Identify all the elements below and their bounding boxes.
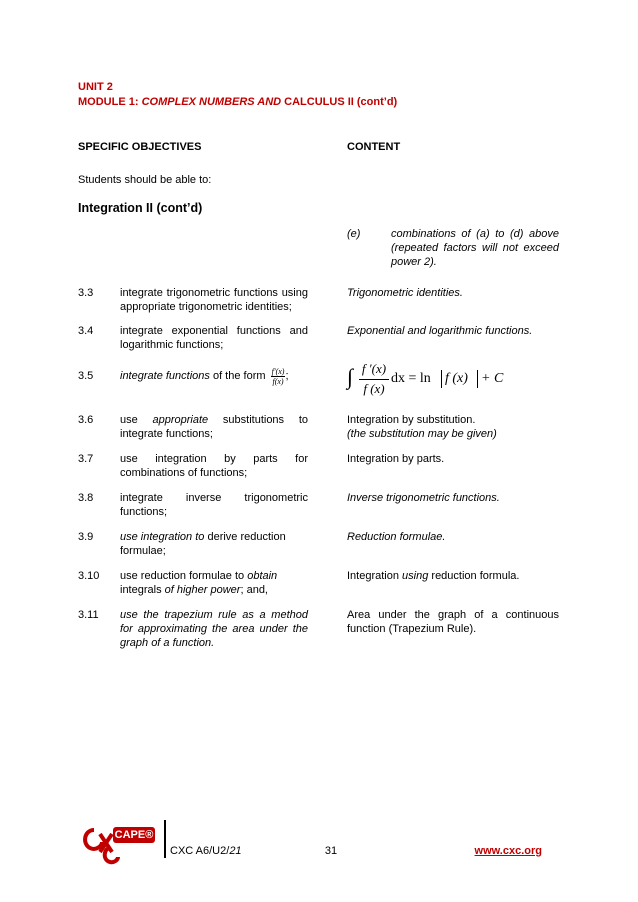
formula-end: + C: [481, 371, 504, 386]
objective-number: 3.7: [78, 453, 94, 465]
content-part: Integration: [347, 570, 399, 582]
abs-bar-right: [477, 370, 478, 388]
objective-number: 3.5: [78, 370, 94, 382]
content-text: Area under the graph of a continuous function (Trapezium Rule).: [347, 609, 559, 635]
content-e-text: combinations of (a) to (d) above (repeated factors will not exceed power 2).: [391, 228, 559, 268]
fraction-denominator: f(x): [272, 376, 284, 386]
objective-part: substitutions: [222, 414, 285, 426]
objective-text: integrate trigonometric functions using appropriate trigonometric identities;: [120, 287, 308, 313]
content-text: [347, 569, 559, 583]
content-text: Inverse trigonometric functions.: [347, 492, 500, 504]
module-italic: COMPLEX NUMBERS AND: [141, 96, 282, 108]
objective-italic: integrate functions: [120, 370, 210, 382]
objective-number: 3.9: [78, 531, 94, 543]
content-text: Trigonometric identities.: [347, 287, 463, 299]
fraction-bar: [359, 379, 389, 380]
objective-text: [120, 362, 310, 390]
content-e-label: (e): [347, 228, 361, 240]
objective-rest: of the form: [212, 370, 266, 382]
objective-line-2: integrate functions;: [120, 428, 213, 440]
objective-part: derive reduction formulae;: [120, 531, 286, 557]
objective-number: 3.11: [78, 609, 99, 621]
fraction-numerator: f′(x): [271, 366, 285, 376]
objective-part: ; and,: [240, 584, 268, 596]
right-heading: CONTENT: [347, 141, 401, 153]
integral-formula: [347, 361, 567, 401]
content-text: Exponential and logarithmic functions.: [347, 325, 533, 337]
intro-text: Students should be able to:: [78, 174, 212, 186]
objective-italic: obtain: [247, 570, 278, 582]
objective-text: use integration by parts for combinations of functions;: [120, 453, 308, 479]
content-text: Integration by substitution.: [347, 414, 476, 426]
objective-number: 3.3: [78, 287, 94, 299]
website-link[interactable]: www.cxc.org: [474, 845, 542, 857]
objective-number: 3.10: [78, 570, 100, 582]
content-text: Integration by parts.: [347, 453, 445, 465]
objective-number: 3.4: [78, 325, 94, 337]
integral-sign: ∫: [347, 364, 354, 389]
objective-part: use: [120, 414, 138, 426]
objective-text: [120, 413, 308, 441]
objective-italic: appropriate: [152, 414, 209, 426]
left-heading: SPECIFIC OBJECTIVES: [78, 141, 202, 153]
objective-text: [120, 530, 308, 558]
objective-number: 3.6: [78, 414, 94, 426]
content-italic: using: [402, 570, 429, 582]
objective-text: use the trapezium rule as a method for approximating the area under the graph of a function.: [120, 609, 308, 649]
objective-text: [120, 569, 308, 597]
cape-badge: CAPE®: [114, 829, 154, 841]
objective-italic: of higher power: [164, 584, 241, 596]
footer-code-prefix: CXC A6/U2/: [170, 845, 230, 857]
footer-code: [170, 844, 242, 858]
objective-italic: use integration to: [120, 531, 205, 543]
module-prefix: MODULE 1:: [78, 96, 139, 108]
objective-part: to: [298, 414, 308, 426]
cxc-logo: [80, 822, 162, 866]
content-text: Reduction formulae.: [347, 531, 446, 543]
content-part: reduction formula.: [431, 570, 520, 582]
objective-fraction: [271, 366, 289, 386]
formula-numerator: f ′(x): [361, 361, 387, 376]
formula-tail: dx = ln: [391, 371, 431, 386]
formula-denominator: f (x): [363, 381, 385, 396]
page-number: 31: [324, 845, 338, 857]
objective-number: 3.8: [78, 492, 94, 504]
objective-text: integrate inverse trigonometric functions;: [120, 492, 308, 518]
objective-tail: ;: [285, 370, 289, 382]
abs-bar-left: [441, 370, 442, 388]
formula-abs-body: f (x): [445, 371, 468, 386]
footer-divider: [164, 820, 166, 858]
unit-title: UNIT 2: [78, 81, 113, 93]
section-title: Integration II (cont’d): [78, 201, 203, 215]
module-title: [78, 95, 397, 109]
objective-text: integrate exponential functions and logarithmic functions;: [120, 325, 308, 351]
footer-code-italic: 21: [229, 845, 242, 857]
content-note: (the substitution may be given): [347, 428, 497, 440]
module-suffix: CALCULUS II (cont’d): [284, 96, 398, 108]
objective-part: use reduction formulae to: [120, 570, 245, 582]
objective-part: integrals: [120, 584, 162, 596]
